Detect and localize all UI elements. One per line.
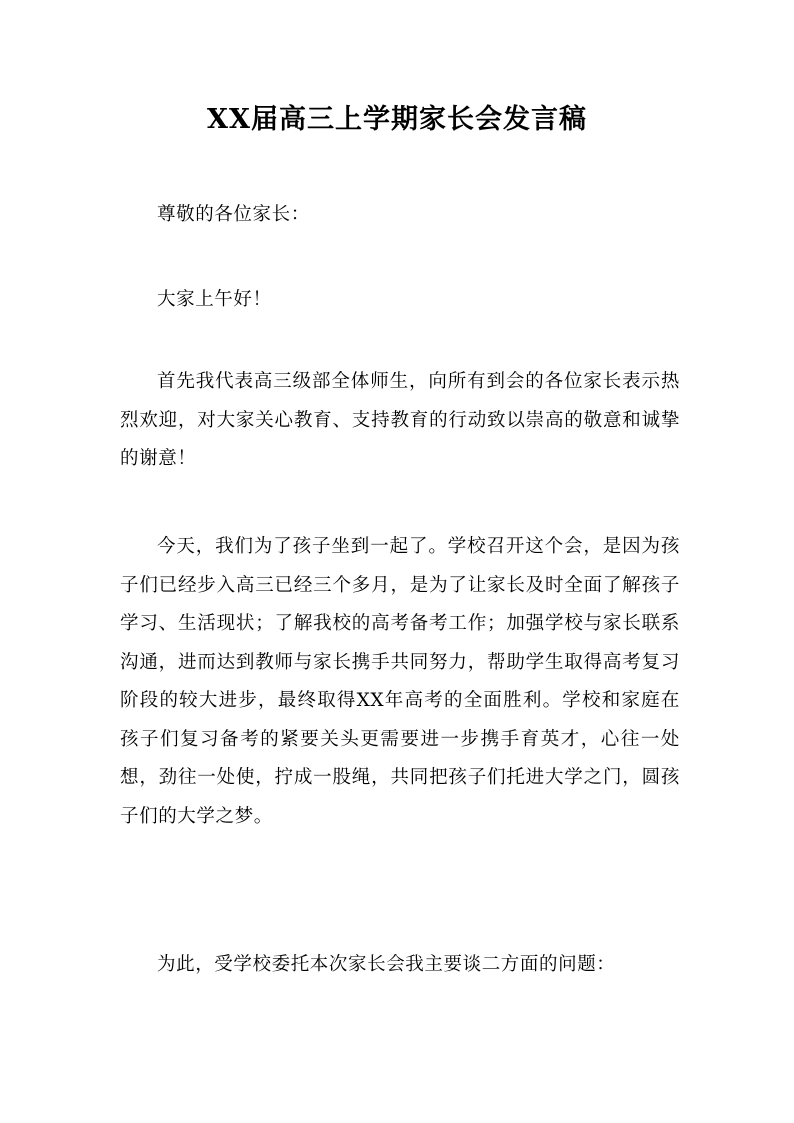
topics-intro-paragraph: 为此，受学校委托本次家长会我主要谈二方面的问题： (157, 954, 616, 975)
meeting-purpose-paragraph: 今天，我们为了孩子坐到一起了。学校召开这个会，是因为孩子们已经步入高三已经三个多月，是为了让家长及时全面了解孩子学习、生活现状；了解我校的高考备考工作；加强学校与家长联系沟通，进而达到教师与家长携手共同努力，帮助学生取得高考复习阶段的较大进步，最终取得XX年高考的全面胜利。学校和家庭在孩子们复习备考的紧要关头更需要进一步携手育英才，心往一处想，劲往一处使，拧成一股绳，共同把孩子们托进大学之门，圆孩子们的大学之梦。 (120, 536, 680, 827)
welcome-paragraph: 首先我代表高三级部全体师生，向所有到会的各位家长表示热烈欢迎，对大家关心教育、支持教育的行动致以崇高的敬意和诚挚的谢意！ (120, 371, 680, 469)
document-title: XX届高三上学期家长会发言稿 (207, 104, 587, 135)
greeting-paragraph: 大家上午好！ (157, 289, 272, 310)
salutation-paragraph: 尊敬的各位家长： (157, 204, 310, 225)
